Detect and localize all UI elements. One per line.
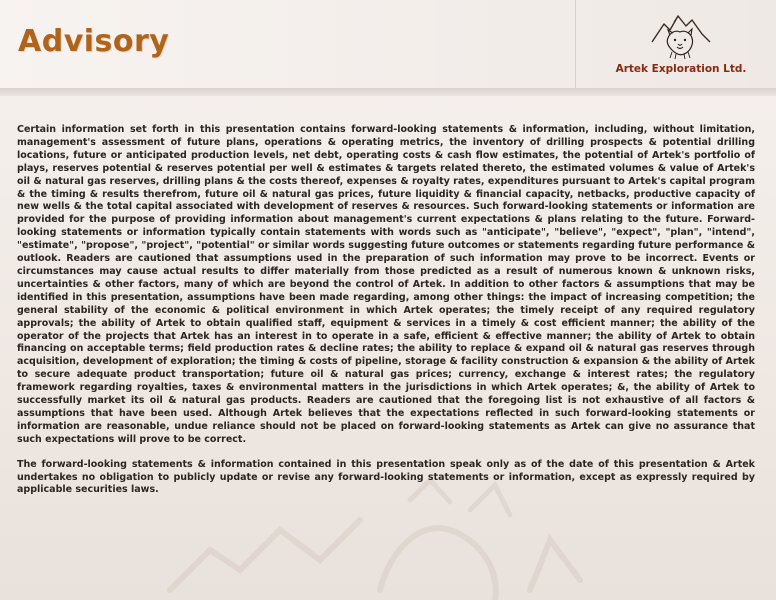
page-title: Advisory <box>18 24 170 59</box>
advisory-paragraph: Certain information set forth in this presentation contains forward-looking statements & information, including, without limitation, management's assessment of future plans, operations & operating metrics, the inventory of drilling prospects & potential drilling locations, future or anticipated production levels, net debt, operating costs & cash flow estimates, the potential of Artek's portfolio of plays, reserves potential & reserves potential per well & estimates & targets related thereto, the estimated volumes & value of Artek's oil & natural gas reserves, drilling plans & the costs thereof, expenses & royalty rates, expenditures pursuant to Artek's capital program & the timing & results therefrom, future oil & natural gas prices, future liquidity & financial capacity, netbacks, productive capacity of new wells & the total capital associated with development of reserves & resources. Such forward-looking statements or information are provided for the purpose of providing information about management's current expectations & plans relating to the future. Forward-looking statements or information typically contain statements with words such as "anticipate", "believe", "expect", "plan", "intend", "estimate", "propose", "project", "potential" or similar words suggesting future outcomes or statements regarding future performance & outlook. Readers are cautioned that assumptions used in the preparation of such information may prove to be incorrect. Events or circumstances may cause actual results to differ materially from those predicted as a result of numerous known & unknown risks, uncertainties & other factors, many of which are beyond the control of Artek. In addition to other factors & assumptions that may be identified in this presentation, assumptions have been made regarding, among other things: the impact of increasing competition; the general stability of the economic & political environment in which Artek operates; the timely receipt of any required regulatory approvals; the ability of Artek to obtain qualified staff, equipment & services in a timely & cost efficient manner; the ability of the operator of the projects that Artek has an interest in to operate in a safe, efficient & effective manner; the ability of Artek to obtain financing on acceptable terms; field production rates & decline rates; the ability to replace & expand oil & natural gas reserves through acquisition, development of exploration; the timing & costs of pipeline, storage & facility construction & expansion & the ability of Artek to secure adequate product transportation; future oil & natural gas prices; currency, exchange & interest rates; the regulatory framework regarding royalties, taxes & environmental matters in the jurisdictions in which Artek operates; &, the ability of Artek to successfully market its oil & natural gas products. Readers are cautioned that the foregoing list is not exhaustive of all factors & assumptions that have been used. Although Artek believes that the expectations reflected in such forward-looking statements or information are reasonable, undue reliance should not be placed on forward-looking statements as Artek can give no assurance that such expectations will prove to be correct. <box>17 124 755 445</box>
header-divider <box>575 0 576 88</box>
advisory-text <box>17 124 755 497</box>
company-name: Artek Exploration Ltd. <box>615 63 747 75</box>
company-logo <box>606 8 756 84</box>
advisory-paragraph: The forward-looking statements & information contained in this presentation speak only as of the date of this presentation & Artek undertakes no obligation to publicly update or revise any forward-looking statements or information, except as expressly required by applicable securities laws. <box>17 458 755 496</box>
bear-mountain-logo-icon <box>650 8 712 60</box>
header-rule <box>0 88 776 96</box>
